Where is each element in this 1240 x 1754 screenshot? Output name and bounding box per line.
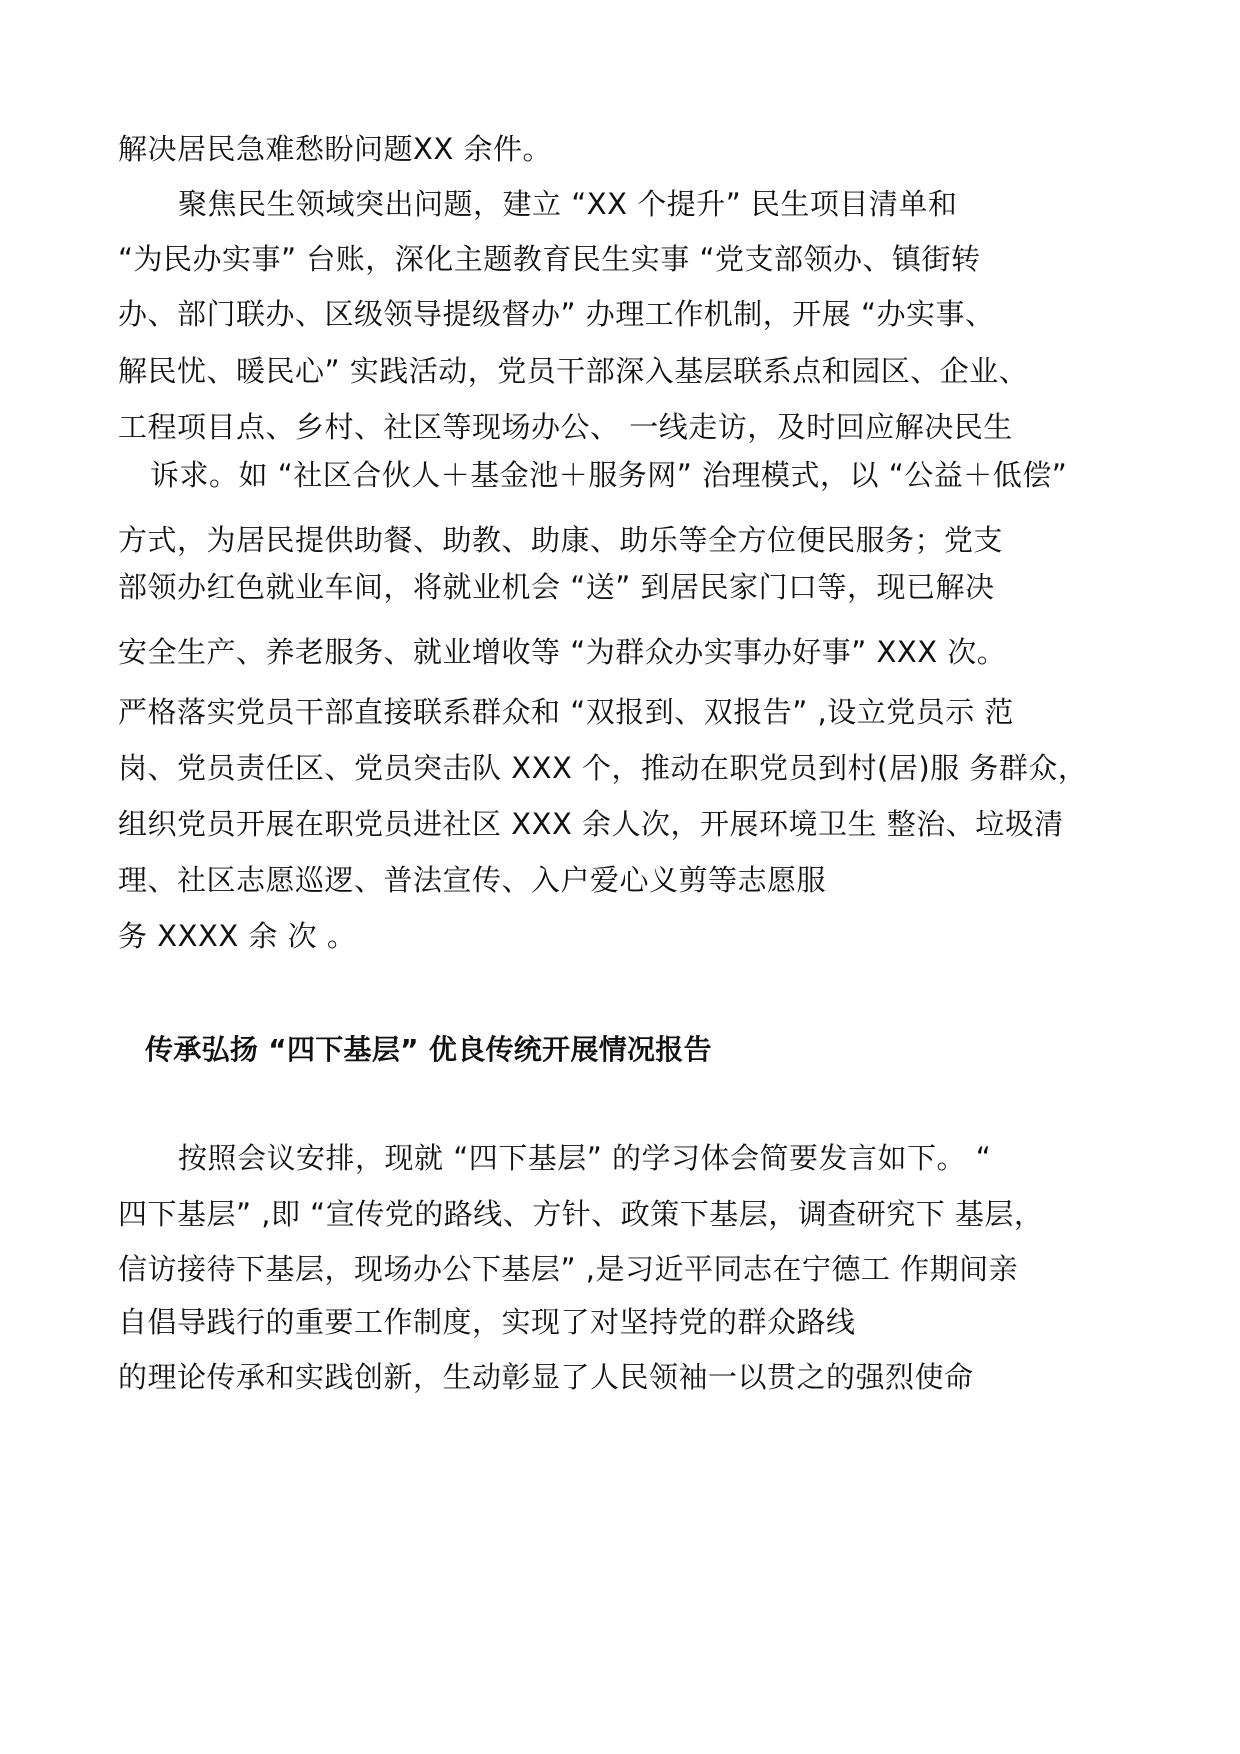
text-line: 部领办红色就业车间，将就业机会 “送” 到居民家门口等，现已解决 bbox=[118, 570, 995, 604]
text-line: 按照会议安排，现就 “四下基层” 的学习体会简要发言如下。 “ bbox=[178, 1141, 992, 1175]
section-heading: 传承弘扬 “四下基层” 优良传统开展情况报告 bbox=[145, 1033, 712, 1066]
text-line: 理、社区志愿巡逻、普法宣传、入户爱心义剪等志愿服 bbox=[118, 863, 827, 897]
text-line: 自倡导践行的重要工作制度，实现了对坚持党的群众路线 bbox=[118, 1305, 856, 1339]
text-line: 办、部门联办、区级领导提级督办” 办理工作机制，开展 “办实事、 bbox=[118, 297, 995, 331]
text-line: 解决居民急难愁盼问题XX 余件。 bbox=[118, 132, 552, 166]
text-line: 的理论传承和实践创新，生动彰显了人民领袖一以贯之的强烈使命 bbox=[118, 1360, 974, 1394]
text-line: “为民办实事” 台账，深化主题教育民生实事 “党支部领办、镇街转 bbox=[118, 242, 981, 276]
text-line: 四下基层” ,即 “宣传党的路线、方针、政策下基层，调查研究下 基层， bbox=[118, 1197, 1044, 1231]
text-line: 组织党员开展在职党员进社区 XXX 余人次，开展环境卫生 整治、垃圾清 bbox=[118, 807, 1064, 841]
text-line: 安全生产、养老服务、就业增收等 “为群众办实事办好事” XXX 次。 bbox=[118, 635, 1007, 669]
text-line: 解民忧、暖民心” 实践活动，党员干部深入基层联系点和园区、企业、 bbox=[118, 354, 1029, 388]
text-line: 严格落实党员干部直接联系群众和 “双报到、双报告” ,设立党员示 范 bbox=[118, 695, 1014, 729]
text-line: 信访接待下基层，现场办公下基层” ,是习近平同志在宁德工 作期间亲 bbox=[118, 1252, 1019, 1286]
text-line: 诉求。如 “社区合伙人＋基金池＋服务网” 治理模式，以 “公益＋低偿” bbox=[150, 458, 1068, 492]
text-line: 岗、党员责任区、党员突击队 XXX 个，推动在职党员到村(居)服 务群众， bbox=[118, 751, 1088, 785]
text-line: 工程项目点、乡村、社区等现场办公、 一线走访，及时回应解决民生 bbox=[118, 410, 1013, 444]
text-line: 方式，为居民提供助餐、助教、助康、助乐等全方位便民服务；党支 bbox=[118, 523, 1004, 557]
text-line: 聚焦民生领域突出问题，建立 “XX 个提升” 民生项目清单和 bbox=[178, 187, 958, 221]
text-line: 务 XXXX 余 次 。 bbox=[118, 919, 357, 953]
